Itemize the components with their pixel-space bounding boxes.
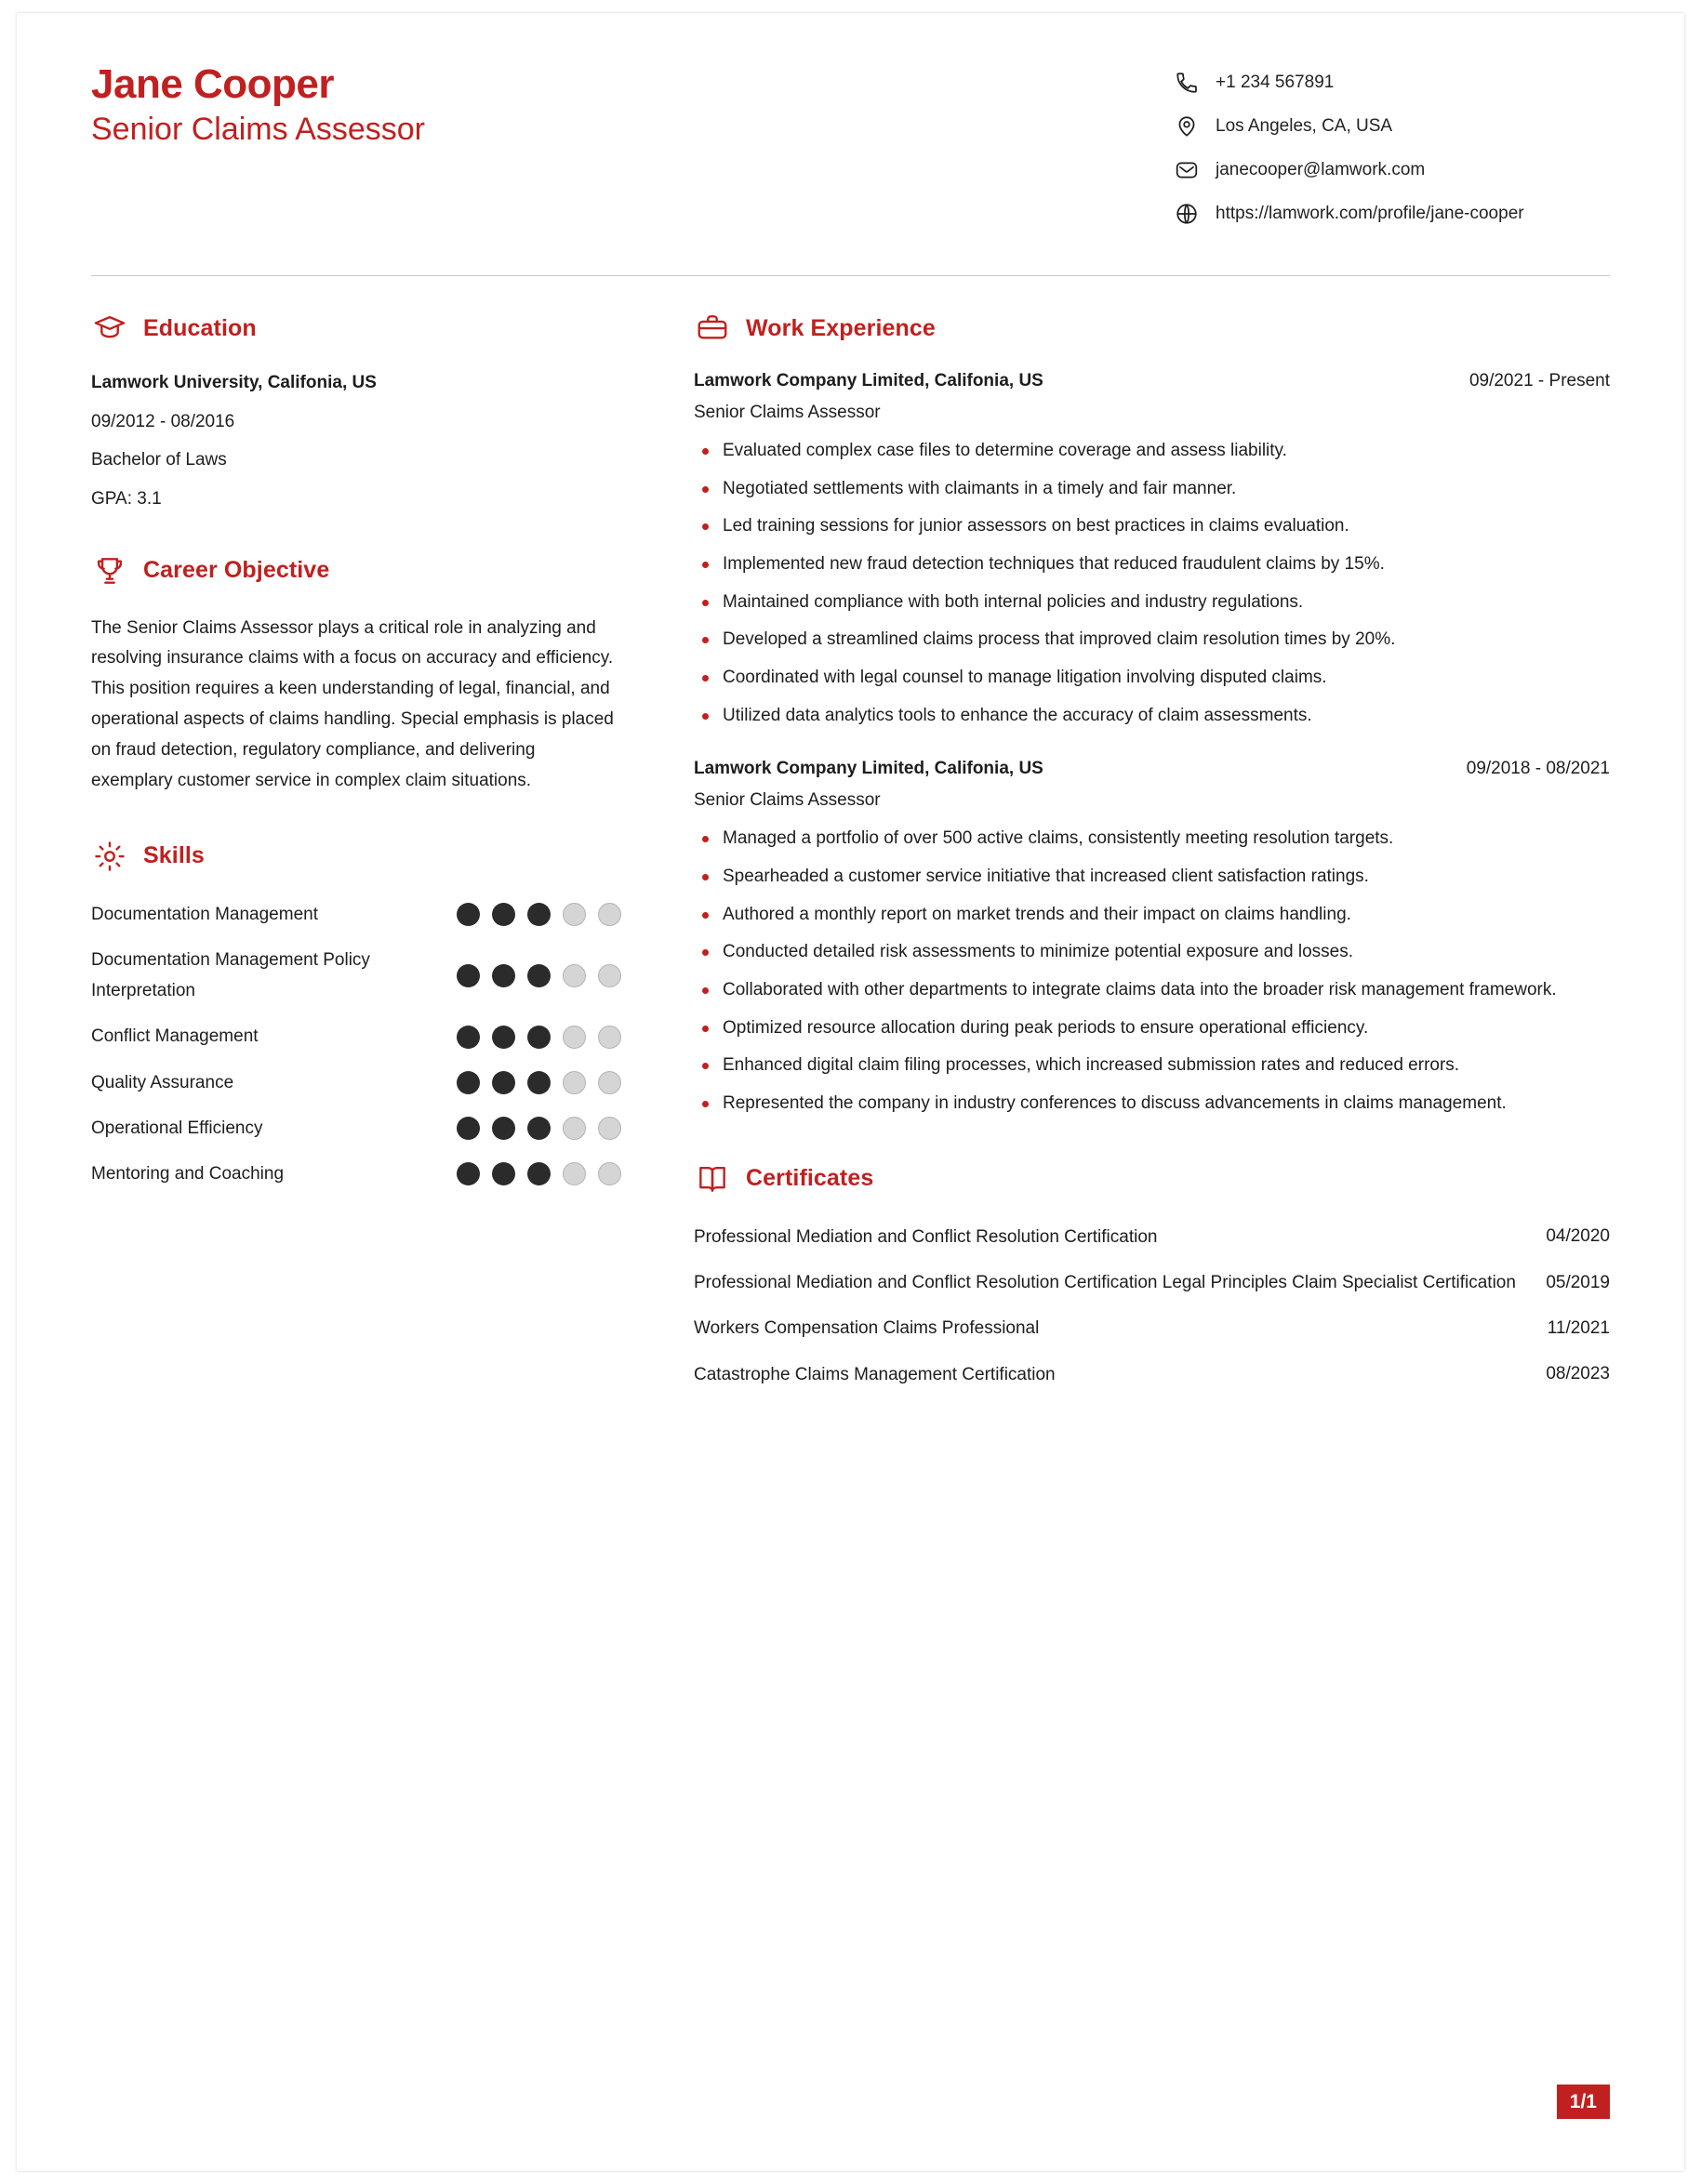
job-bullet: Evaluated complex case files to determine coverage and assess liability. — [694, 436, 1610, 467]
location-pin-icon — [1173, 113, 1201, 140]
contact-website-text[interactable]: https://lamwork.com/profile/jane-cooper — [1216, 203, 1524, 223]
certificate-item — [694, 1222, 1610, 1252]
skill-item — [91, 1021, 621, 1052]
contact-website — [1173, 200, 1610, 228]
right-column — [621, 310, 1610, 1431]
certificate-date: 08/2023 — [1546, 1364, 1610, 1384]
section-title-certificates: Certificates — [746, 1165, 874, 1192]
skill-name: Conflict Management — [91, 1026, 259, 1047]
left-column — [91, 310, 621, 1431]
job-bullet: Led training sessions for junior assessors on best practices in claims evaluation. — [694, 511, 1610, 542]
contact-location-text: Los Angeles, CA, USA — [1216, 115, 1393, 136]
skill-dot — [457, 964, 480, 987]
page-title: Jane Cooper — [91, 61, 335, 107]
skill-dot — [527, 1117, 551, 1140]
certificate-item — [694, 1267, 1610, 1298]
job-bullet: Represented the company in industry conferences to discuss advancements in claims management. — [694, 1089, 1610, 1119]
contact-location — [1173, 113, 1610, 140]
job-bullets — [694, 436, 1610, 731]
skill-item — [91, 1158, 621, 1189]
skill-dot — [492, 1026, 515, 1049]
skill-dot — [563, 903, 586, 926]
skill-dot — [598, 964, 621, 987]
skill-rating — [445, 1026, 621, 1049]
certificate-date: 04/2020 — [1546, 1226, 1610, 1247]
job-bullet: Optimized resource allocation during peak periods to ensure operational efficiency. — [694, 1013, 1610, 1044]
skill-dot — [563, 1117, 586, 1140]
contact-email-text[interactable]: janecooper@lamwork.com — [1216, 159, 1426, 179]
skill-rating — [445, 903, 621, 926]
job-bullet: Conducted detailed risk assessments to minimize potential exposure and losses. — [694, 937, 1610, 968]
briefcase-icon — [694, 310, 731, 347]
section-skills — [91, 838, 621, 1190]
page-number-badge: 1/1 — [1557, 2085, 1610, 2119]
skill-dot — [527, 1026, 551, 1049]
skill-name: Quality Assurance — [91, 1072, 234, 1092]
job-bullet: Enhanced digital claim filing processes, which increased submission rates and reduced errors. — [694, 1051, 1610, 1081]
job-bullet: Spearheaded a customer service initiative that increased client satisfaction ratings. — [694, 862, 1610, 893]
globe-icon — [1173, 200, 1201, 228]
job-company: Lamwork Company Limited, Califonia, US — [694, 371, 1043, 390]
skill-dot — [598, 1026, 621, 1049]
job-date: 09/2018 - 08/2021 — [1466, 759, 1610, 779]
education-school: Lamwork University, Califonia, US — [91, 373, 377, 392]
skill-name: Mentoring and Coaching — [91, 1164, 285, 1185]
skill-dot — [457, 1071, 480, 1094]
education-dates: 09/2012 - 08/2016 — [91, 411, 235, 431]
job-bullet: Managed a portfolio of over 500 active claims, consistently meeting resolution targets. — [694, 824, 1610, 854]
skill-dot — [527, 964, 551, 987]
skill-dot — [492, 964, 515, 987]
job-bullet: Utilized data analytics tools to enhance the accuracy of claim assessments. — [694, 701, 1610, 732]
job-bullet: Implemented new fraud detection techniques that reduced fraudulent claims by 15%. — [694, 549, 1610, 580]
section-title-skills: Skills — [143, 842, 205, 869]
certificate-name: Professional Mediation and Conflict Resolution Certification — [694, 1226, 1158, 1247]
skill-item — [91, 1113, 621, 1144]
skill-item — [91, 1067, 621, 1098]
skill-dot — [563, 1162, 586, 1185]
job-title: Senior Claims Assessor — [91, 112, 426, 148]
skill-dot — [492, 903, 515, 926]
skill-dot — [527, 1071, 551, 1094]
gear-icon — [91, 838, 128, 875]
section-title-work-experience: Work Experience — [746, 314, 936, 341]
certificate-date: 05/2019 — [1546, 1272, 1610, 1292]
job-role: Senior Claims Assessor — [694, 403, 881, 422]
certificate-name: Catastrophe Claims Management Certification — [694, 1364, 1056, 1384]
skill-dot — [527, 903, 551, 926]
section-work-experience — [694, 310, 1610, 1119]
job-bullet: Developed a streamlined claims process that improved claim resolution times by 20%. — [694, 625, 1610, 655]
certificate-item — [694, 1359, 1610, 1390]
header-divider — [91, 275, 1610, 276]
job-role: Senior Claims Assessor — [694, 790, 881, 811]
skill-dot — [492, 1162, 515, 1185]
phone-icon — [1173, 69, 1201, 97]
skill-rating — [445, 964, 621, 987]
skill-dot — [598, 903, 621, 926]
job-bullet: Coordinated with legal counsel to manage litigation involving disputed claims. — [694, 663, 1610, 694]
section-education — [91, 310, 621, 511]
contact-email — [1173, 156, 1610, 184]
education-gpa: GPA: 3.1 — [91, 488, 162, 509]
section-certificates — [694, 1160, 1610, 1390]
job-bullet: Collaborated with other departments to integrate claims data into the broader risk management framework. — [694, 975, 1610, 1006]
skill-rating — [445, 1162, 621, 1185]
job-entry — [694, 759, 1610, 1118]
identity-block — [91, 61, 425, 149]
skill-dot — [563, 964, 586, 987]
skill-name: Documentation Management Policy Interpretation — [91, 949, 370, 1001]
job-bullet: Maintained compliance with both internal policies and industry regulations. — [694, 588, 1610, 618]
section-title-career-objective: Career Objective — [143, 557, 330, 584]
certificate-date: 11/2021 — [1547, 1317, 1610, 1338]
skill-rating — [445, 1117, 621, 1140]
job-bullets — [694, 824, 1610, 1118]
skill-dot — [457, 1162, 480, 1185]
skill-dot — [492, 1071, 515, 1094]
certificate-name: Professional Mediation and Conflict Resolution Certification Legal Principles Claim Specialist Certification — [694, 1273, 1516, 1292]
skill-dot — [527, 1162, 551, 1185]
trophy-icon — [91, 552, 128, 589]
job-bullet: Authored a monthly report on market trends and their impact on claims handling. — [694, 900, 1610, 931]
skill-dot — [457, 903, 480, 926]
graduation-cap-icon — [91, 310, 128, 347]
resume-header — [91, 61, 1610, 244]
job-bullet: Negotiated settlements with claimants in a timely and fair manner. — [694, 474, 1610, 505]
certificate-name: Workers Compensation Claims Professional — [694, 1318, 1040, 1339]
skill-rating — [445, 1071, 621, 1094]
job-entry — [694, 371, 1610, 731]
skill-name: Operational Efficiency — [91, 1118, 263, 1138]
contact-list — [1173, 69, 1610, 244]
contact-phone-text: +1 234 567891 — [1216, 72, 1335, 92]
skill-dot — [598, 1071, 621, 1094]
section-title-education: Education — [143, 314, 257, 341]
open-book-icon — [694, 1160, 731, 1198]
job-date: 09/2021 - Present — [1468, 371, 1610, 390]
skill-dot — [563, 1071, 586, 1094]
skill-dot — [457, 1026, 480, 1049]
skill-dot — [457, 1117, 480, 1140]
skill-name: Documentation Management — [91, 904, 318, 924]
skill-dot — [563, 1026, 586, 1049]
skill-dot — [598, 1117, 621, 1140]
education-degree: Bachelor of Laws — [91, 450, 227, 470]
contact-phone — [1173, 69, 1610, 97]
job-company: Lamwork Company Limited, Califonia, US — [694, 759, 1043, 779]
skill-dot — [492, 1117, 515, 1140]
skill-item — [91, 945, 621, 1007]
envelope-icon — [1173, 156, 1201, 184]
skill-dot — [598, 1162, 621, 1185]
section-career-objective — [91, 552, 621, 797]
skill-item — [91, 899, 621, 930]
certificate-item — [694, 1313, 1610, 1343]
career-objective-text: The Senior Claims Assessor plays a critical role in analyzing and resolving insurance claims with a focus on accuracy and efficiency. This position requires a keen understanding of legal, financial, and operational aspects of claims handling. Special emphasis is placed on fraud detection, regulatory compliance, and delivering exemplary customer service in complex claim situations. — [91, 617, 614, 790]
resume-sheet — [17, 13, 1684, 2171]
